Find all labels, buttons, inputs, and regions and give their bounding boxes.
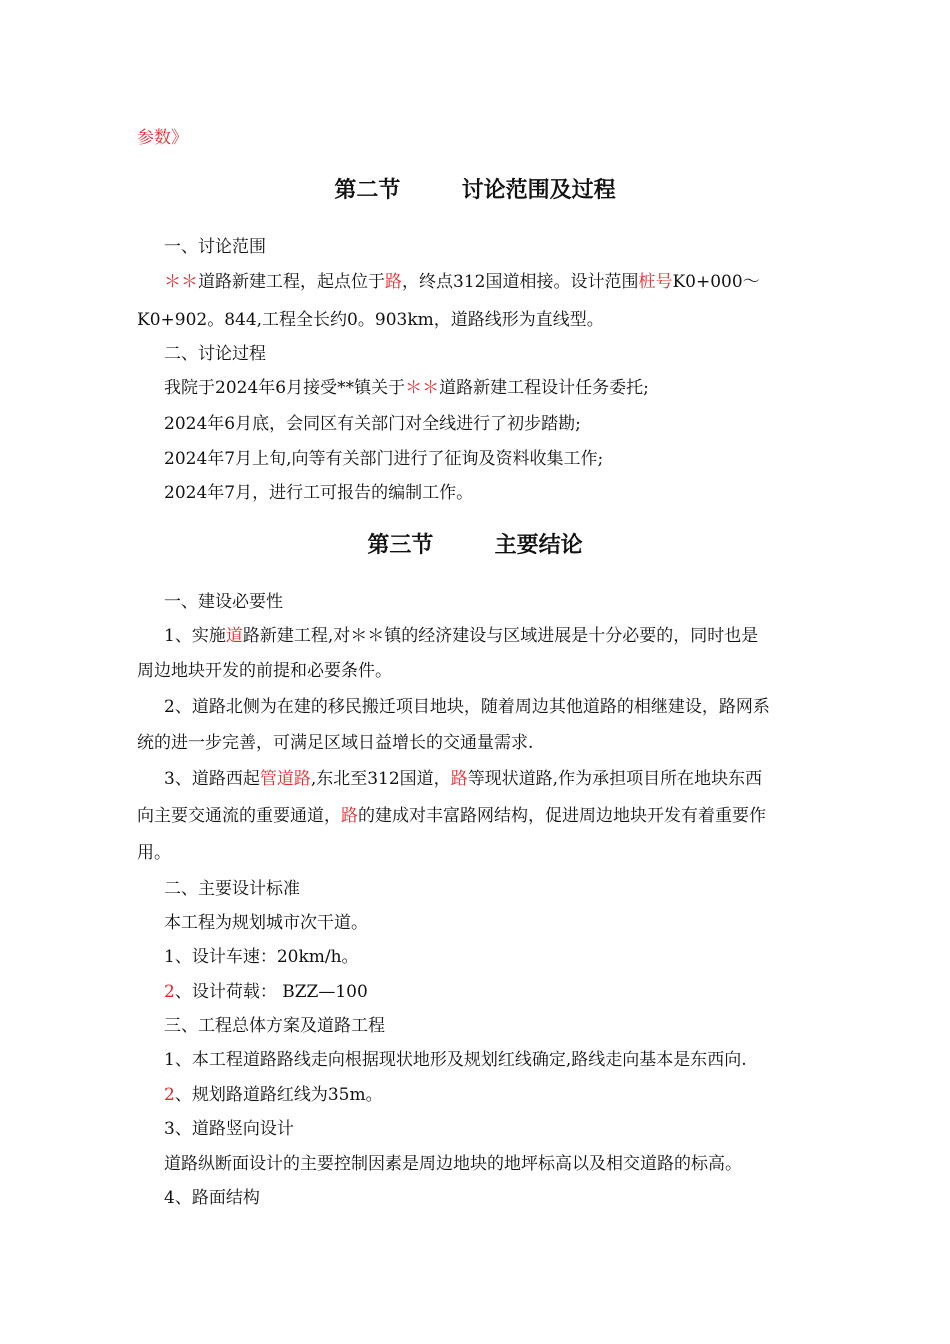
s3-p13: 三、工程总体方案及道路工程: [164, 1016, 385, 1036]
s2-p6: 2024年6月底，会同区有关部门对全线进行了初步踏勘;: [164, 414, 581, 434]
s3-p2-b: 道: [225, 626, 243, 646]
s3-p7-b: 路: [341, 806, 358, 826]
s3-p2: [164, 624, 758, 648]
s3-p7: [137, 804, 766, 828]
s3-p1: 一、建设必要性: [164, 592, 283, 612]
s3-p6: [164, 767, 762, 791]
s3-p6-a: 3、道路西起: [164, 769, 260, 789]
s2-p2-f: K0+000～: [672, 272, 760, 292]
s3-p15-a: 2: [164, 1085, 175, 1105]
s2-p5: [164, 376, 649, 400]
section-2-heading: 第二节 讨论范围及过程: [334, 177, 616, 203]
s3-p6-e: 等现状道路,作为承担项目所在地块东西: [467, 769, 763, 789]
s3-p6-b: 管道路: [259, 769, 311, 789]
s2-p2-e: 桩号: [638, 272, 673, 292]
s3-p11: 1、设计车速：20km/h。: [164, 947, 359, 967]
s2-p1: 一、讨论范围: [164, 237, 266, 257]
s2-p5-b: ＊＊: [405, 378, 440, 398]
s2-p7: 2024年7月上旬,向等有关部门进行了征询及资料收集工作;: [164, 449, 604, 469]
s3-p12-b: 、设计荷载： BZZ—100: [174, 982, 368, 1002]
s3-p9: 二、主要设计标准: [164, 879, 300, 899]
s3-p3: 周边地块开发的前提和必要条件。: [137, 661, 392, 681]
s3-p15: [164, 1083, 383, 1107]
s2-p2-d: ，终点312国道相接。设计范围: [402, 272, 639, 292]
s2-p5-a: 我院于2024年6月接受**镇关于: [164, 378, 406, 398]
s3-p18: 4、路面结构: [164, 1188, 260, 1208]
top-fragment: 参数》: [137, 128, 188, 148]
s3-p16: 3、道路竖向设计: [164, 1119, 294, 1139]
s3-p15-b: 、规划路道路红线为35m。: [174, 1085, 383, 1105]
s3-p12: [164, 980, 368, 1004]
s3-p8: 用。: [137, 843, 171, 863]
s2-p2-a: ＊＊: [164, 272, 198, 292]
s3-p14: 1、本工程道路路线走向根据现状地形及规划红线确定,路线走向基本是东西向.: [164, 1050, 747, 1070]
s3-p17: 道路纵断面设计的主要控制因素是周边地块的地坪标高以及相交道路的标高。: [164, 1154, 742, 1174]
s3-p6-d: 路: [450, 769, 468, 789]
s3-p10: 本工程为规划城市次干道。: [164, 913, 368, 933]
s2-p4: 二、讨论过程: [164, 344, 266, 364]
s3-p6-c: ,东北至312国道，: [310, 769, 451, 789]
s2-p5-c: 道路新建工程设计任务委托;: [439, 378, 649, 398]
s3-p12-a: 2: [164, 982, 175, 1002]
s3-p7-a: 向主要交通流的重要通道，: [137, 806, 341, 826]
s3-p5: 统的进一步完善，可满足区域日益增长的交通量需求.: [137, 733, 534, 753]
s2-p2-c: 路: [385, 272, 402, 292]
s2-p2: [164, 270, 760, 294]
s3-p2-c: 路新建工程,对＊＊镇的经济建设与区域进展是十分必要的，同时也是: [242, 626, 759, 646]
s3-p4: 2、道路北侧为在建的移民搬迁项目地块，随着周边其他道路的相继建设，路网系: [164, 697, 770, 717]
s2-p3: K0+902。844,工程全长约0。903km，道路线形为直线型。: [137, 310, 604, 330]
section-3-heading: 第三节 主要结论: [367, 532, 583, 558]
s3-p7-c: 的建成对丰富路网结构，促进周边地块开发有着重要作: [358, 806, 766, 826]
s2-p2-b: 道路新建工程，起点位于: [198, 272, 385, 292]
s3-p2-a: 1、实施: [164, 626, 226, 646]
s2-p8: 2024年7月，进行工可报告的编制工作。: [164, 483, 474, 503]
